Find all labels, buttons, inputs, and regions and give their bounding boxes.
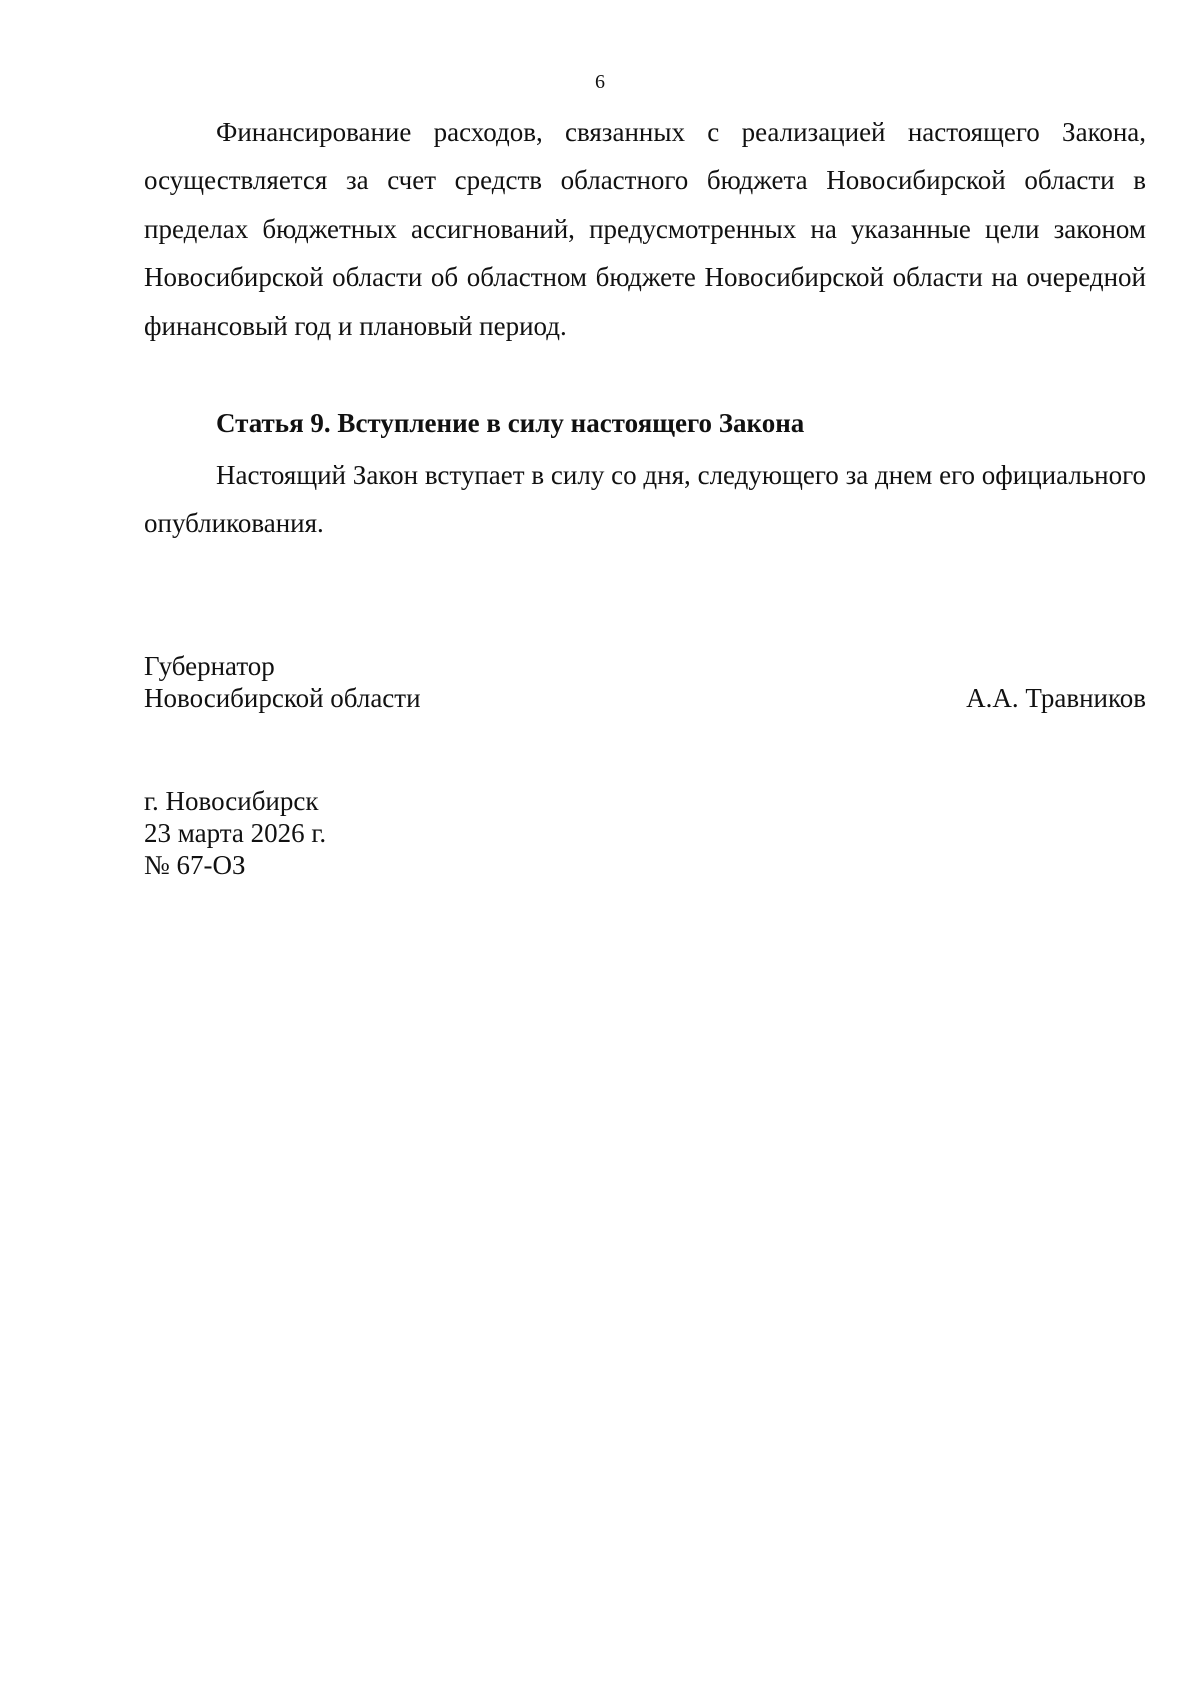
financing-paragraph: Финансирование расходов, связанных с реализацией настоящего Закона, осуществляется за счет средств областного бюджета Новосибирской области в пределах бюджетных ассигнований, предусмотренных на указанные цели законом Новосибирской области об областном бюджете Новосибирской области на очередной финансовый год и плановый период. <box>144 117 1146 341</box>
page-number: 6 <box>595 71 605 93</box>
signatory-title-line-2: Новосибирской области <box>144 683 421 713</box>
article-9-text: Настоящий Закон вступает в силу со дня, следующего за днем его официального опубликования. <box>144 460 1146 539</box>
signatory-name: А.А. Травников <box>966 683 1146 713</box>
city: г. Новосибирск <box>144 786 319 816</box>
signatory-row <box>144 682 1146 714</box>
law-date: 23 марта 2026 г. <box>144 818 327 848</box>
signatory-title-line-1: Губернатор <box>144 651 275 681</box>
law-number: № 67-ОЗ <box>144 850 246 880</box>
article-9-heading: Статья 9. Вступление в силу настоящего Закона <box>216 408 805 438</box>
place-date-block <box>144 785 326 881</box>
signature-block <box>144 650 1146 714</box>
